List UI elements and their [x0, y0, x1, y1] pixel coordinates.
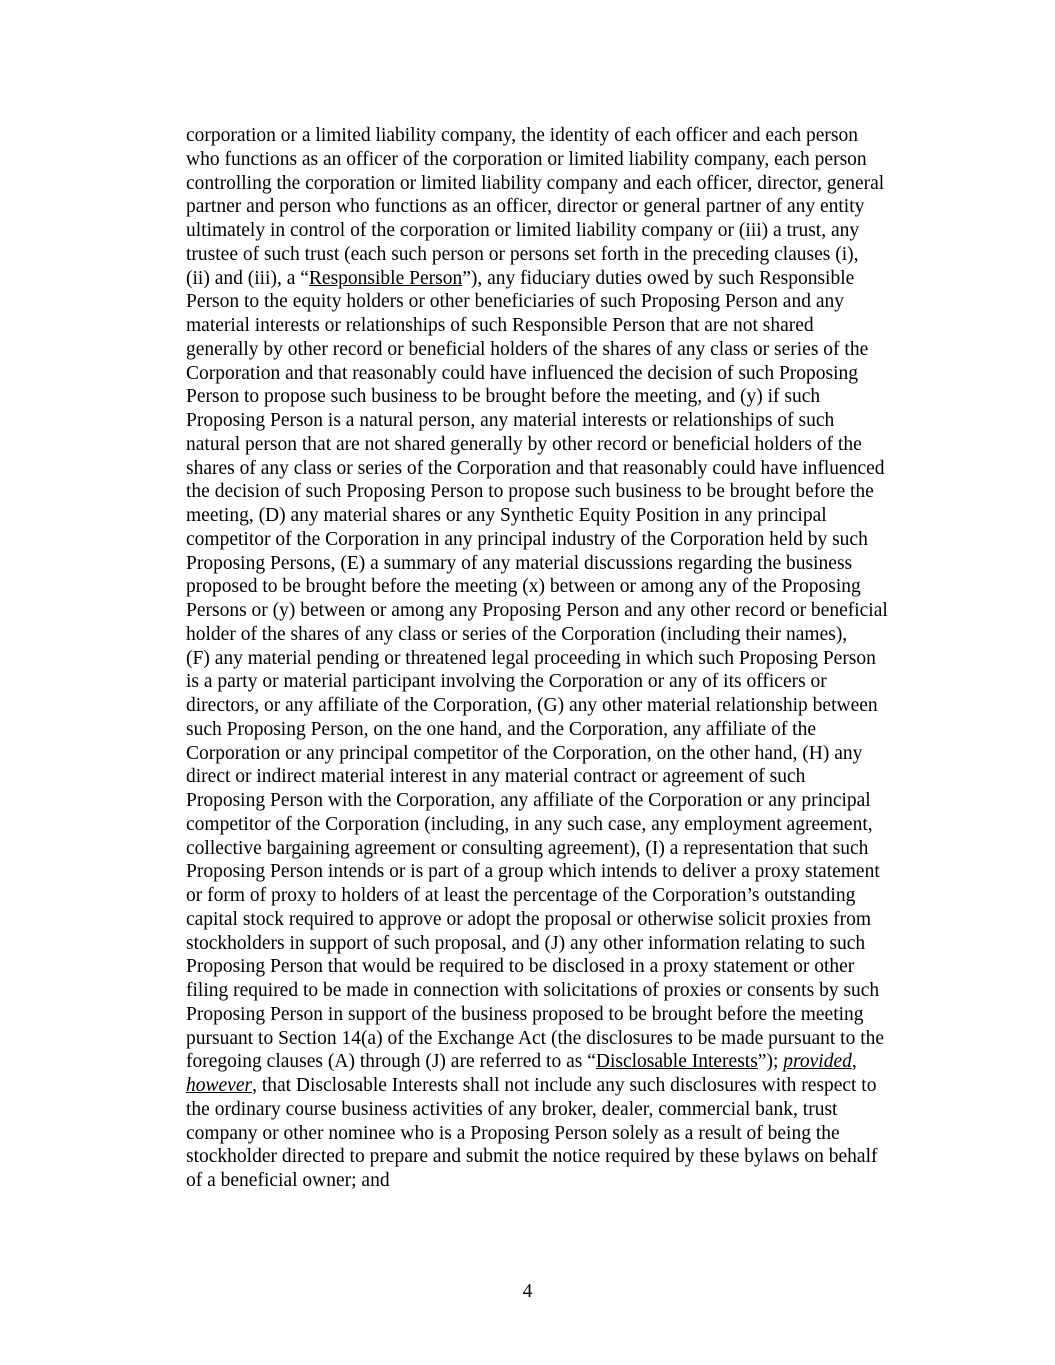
page-number: 4: [522, 1281, 533, 1302]
text-line: direct or indirect material interest in any material contract or agreement of such: [186, 766, 806, 788]
text-line: who functions as an officer of the corporation or limited liability company, each person: [186, 148, 867, 170]
text-line: corporation or a limited liability company, the identity of each officer and each person: [186, 125, 858, 146]
text-line: proposed to be brought before the meeting (x) between or among any of the Proposing: [186, 576, 861, 598]
text-line: natural person that are not shared generally by other record or beneficial holders of the: [186, 433, 862, 455]
body-paragraph: [186, 124, 946, 1193]
text-line: Corporation and that reasonably could have influenced the decision of such Proposing: [186, 362, 859, 384]
text-line: Proposing Person intends or is part of a group which intends to deliver a proxy statement: [186, 861, 880, 883]
text-line: Proposing Person that would be required to be disclosed in a proxy statement or other: [186, 956, 855, 978]
text-line: collective bargaining agreement or consulting agreement), (I) a representation that such: [186, 837, 869, 859]
text-line-however: [186, 1074, 946, 1098]
text-line: the decision of such Proposing Person to propose such business to be brought before the: [186, 481, 874, 503]
text-line: Person to the equity holders or other beneficiaries of such Proposing Person and any: [186, 291, 844, 313]
text-segment: , that Disclosable Interests shall not include any such disclosures with respect to: [252, 1075, 877, 1096]
text-line: material interests or relationships of such Responsible Person that are not shared: [186, 315, 814, 336]
text-line: Proposing Persons, (E) a summary of any material discussions regarding the business: [186, 552, 853, 574]
text-line: holder of the shares of any class or series of the Corporation (including their names),: [186, 623, 848, 645]
text-line: stockholder directed to prepare and submit the notice required by these bylaws on behalf: [186, 1146, 878, 1168]
text-line: Proposing Person is a natural person, any material interests or relationships of such: [186, 410, 835, 431]
text-line: shares of any class or series of the Corporation and that reasonably could have influenced: [186, 457, 885, 479]
text-line: Proposing Person in support of the business proposed to be brought before the meeting: [186, 1003, 864, 1025]
text-line: Corporation or any principal competitor of the Corporation, on the other hand, (H) any: [186, 742, 863, 764]
text-segment: ,: [851, 1051, 857, 1073]
text-line-responsible-person: [186, 267, 946, 291]
text-line: Person to propose such business to be brought before the meeting, and (y) if such: [186, 386, 821, 408]
text-line: capital stock required to approve or adopt the proposal or otherwise solicit proxies from: [186, 908, 872, 930]
however-term: however: [186, 1075, 253, 1096]
text-line: generally by other record or beneficial holders of the shares of any class or series of the: [186, 338, 869, 360]
text-line: Persons or (y) between or among any Proposing Person and any other record or beneficial: [186, 600, 888, 621]
text-segment: ”);: [757, 1051, 784, 1073]
text-line: (F) any material pending or threatened legal proceeding in which such Proposing Person: [186, 647, 876, 669]
text-segment: foregoing clauses (A) through (J) are referred to as “: [186, 1051, 596, 1073]
text-line: ultimately in control of the corporation or limited liability company or (iii) a trust, any: [186, 220, 860, 241]
defined-term-responsible-person: Responsible Person: [308, 267, 463, 289]
text-line-disclosable-interests: [186, 1050, 946, 1074]
text-line: or form of proxy to holders of at least the percentage of the Corporation’s outstanding: [186, 885, 856, 906]
text-line: the ordinary course business activities of any broker, dealer, commercial bank, trust: [186, 1098, 838, 1120]
text-line: of a beneficial owner; and: [186, 1170, 390, 1191]
text-line: company or other nominee who is a Proposing Person solely as a result of being the: [186, 1122, 840, 1144]
text-line: is a party or material participant involving the Corporation or any of its officers or: [186, 671, 827, 693]
text-line: competitor of the Corporation in any principal industry of the Corporation held by such: [186, 528, 868, 550]
text-line: partner and person who functions as an officer, director or general partner of any entity: [186, 196, 865, 218]
text-line: trustee of such trust (each such person or persons set forth in the preceding clauses (i),: [186, 243, 859, 265]
text-line: meeting, (D) any material shares or any Synthetic Equity Position in any principal: [186, 505, 827, 526]
defined-term-disclosable-interests: Disclosable Interests: [595, 1051, 758, 1073]
text-segment: (ii) and (iii), a “: [186, 267, 309, 289]
text-line: controlling the corporation or limited liability company and each officer, director, general: [186, 172, 885, 194]
provided-term: provided: [783, 1051, 852, 1073]
text-line: pursuant to Section 14(a) of the Exchange Act (the disclosures to be made pursuant to the: [186, 1027, 885, 1049]
text-line: directors, or any affiliate of the Corporation, (G) any other material relationship between: [186, 695, 878, 716]
text-line: competitor of the Corporation (including, in any such case, any employment agreement,: [186, 813, 873, 835]
text-segment: ”), any fiduciary duties owed by such Responsible: [462, 267, 855, 289]
text-line: stockholders in support of such proposal, and (J) any other information relating to such: [186, 932, 866, 954]
text-line: Proposing Person with the Corporation, any affiliate of the Corporation or any principal: [186, 790, 871, 811]
text-line: filing required to be made in connection with solicitations of proxies or consents by such: [186, 980, 880, 1001]
text-line: such Proposing Person, on the one hand, and the Corporation, any affiliate of the: [186, 718, 817, 740]
